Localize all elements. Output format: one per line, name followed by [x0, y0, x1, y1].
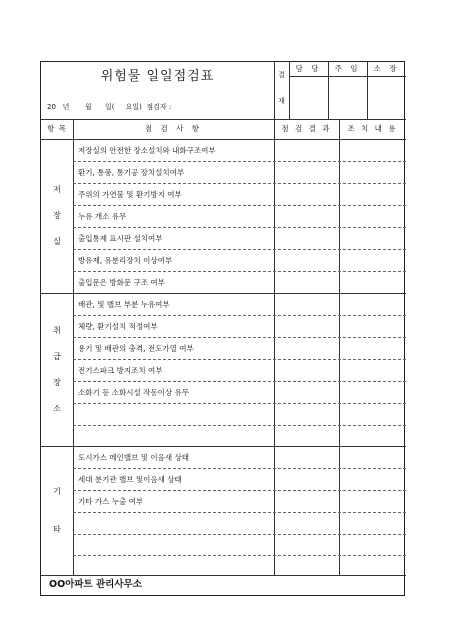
check-item: 누유 개소 유무: [78, 212, 127, 221]
form-title: 위험물 일일점검표: [100, 69, 215, 84]
check-item: 전기스파크 방지조치 여부: [78, 366, 163, 375]
approval-col-director: 소 장: [373, 64, 400, 73]
section-other-char-2: 타: [53, 525, 61, 534]
section-handling-char-2: 급: [53, 352, 61, 361]
check-item: 방유제, 유분리장치 이상여부: [78, 256, 173, 265]
section-storage-char-2: 장: [53, 211, 61, 220]
approval-label-top: 결: [278, 71, 285, 79]
check-item: 저장실의 안전한 장소설치와 내화구조여부: [78, 146, 216, 155]
check-item: 용기 및 배관의 충격, 전도가열 여부: [78, 344, 194, 353]
approval-label-bottom: 재: [278, 97, 285, 105]
header-action: 조 치 내 용: [347, 124, 398, 133]
header-items: 점 검 사 항: [144, 124, 203, 133]
approval-col-chief: 주 임: [334, 64, 361, 73]
section-storage-char-3: 실: [53, 237, 61, 246]
section-handling-char-4: 소: [53, 404, 61, 413]
inspection-form: [40, 61, 405, 596]
section-storage-char-1: 저: [53, 185, 61, 194]
check-item: 출입통제 표시판 설치여부: [78, 234, 163, 243]
check-item: 체량, 환기설치 적정여부: [78, 322, 158, 331]
section-handling-char-1: 취: [53, 326, 61, 335]
check-item: 도시가스 메인밸브 및 이음새 상태: [78, 453, 189, 462]
header-result: 점 검 결 과: [281, 124, 332, 133]
check-item: 배관, 및 밸브 부분 누유여부: [78, 300, 170, 309]
header-category: 항 목: [47, 124, 67, 133]
check-item: 소화기 등 소화시설 작동이상 유무: [78, 388, 189, 397]
check-item: 주위의 가연물 및 환기방지 여부: [78, 190, 182, 199]
section-handling-char-3: 장: [53, 378, 61, 387]
check-item: 출입문은 방화문 구조 여부: [78, 278, 165, 287]
section-other-char-1: 기: [53, 487, 61, 496]
check-item: 기타 가스 누출 여부: [78, 497, 144, 506]
check-item: 세대 분기관 밸브 및이음새 상태: [78, 475, 182, 484]
approval-col-manager: 담 당: [295, 64, 322, 73]
date-inspector-line: 20 년 월 일( 요일) 점검자 :: [47, 103, 172, 111]
check-item: 환기, 통풍, 통기공 장치설치여부: [78, 168, 185, 177]
footer-office-name: OO아파트 관리사무소: [49, 579, 142, 590]
